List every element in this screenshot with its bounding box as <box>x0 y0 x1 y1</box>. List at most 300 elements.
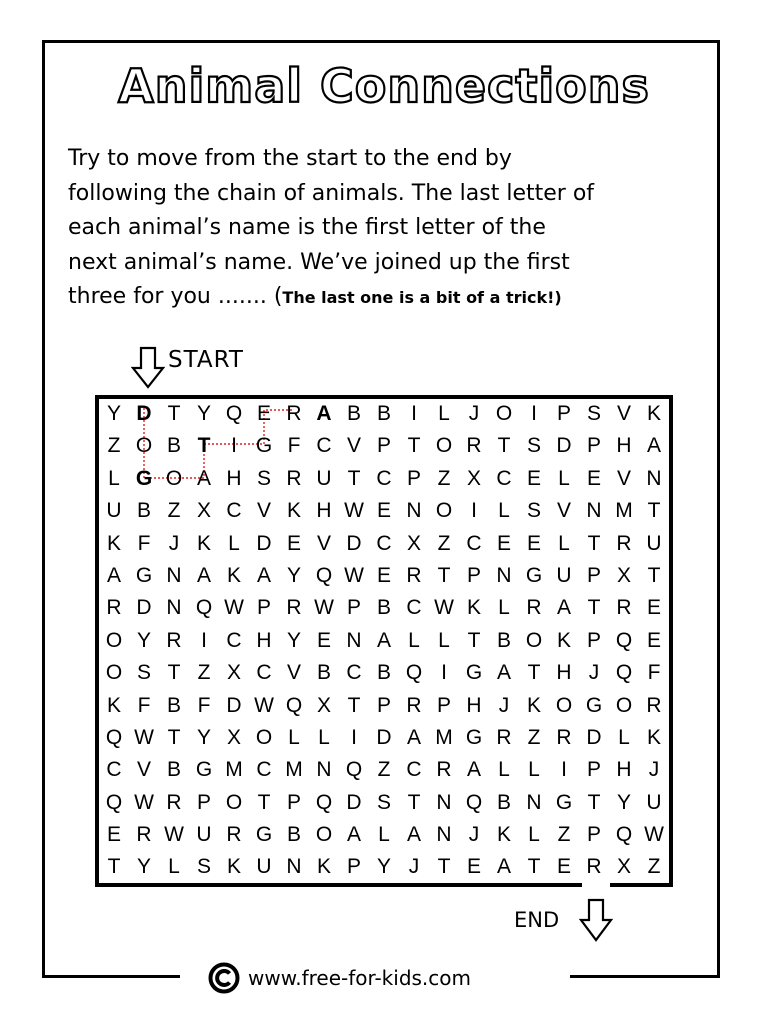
grid-cell[interactable]: R <box>166 628 182 652</box>
footer <box>208 962 471 994</box>
grid-cell[interactable]: S <box>376 790 391 814</box>
grid-cell[interactable]: A <box>316 402 332 425</box>
grid-cell[interactable]: P <box>346 596 361 620</box>
grid-cell[interactable]: L <box>438 402 450 425</box>
grid-cell[interactable]: Q <box>405 661 423 685</box>
grid-cell[interactable]: D <box>586 725 602 749</box>
grid-cell[interactable]: W <box>314 596 334 620</box>
grid-cell[interactable]: N <box>436 823 452 847</box>
grid-cell[interactable]: R <box>616 531 632 555</box>
grid-cell[interactable]: T <box>407 434 421 458</box>
grid-cell[interactable]: A <box>496 855 511 879</box>
grid-cell[interactable]: T <box>167 725 181 749</box>
grid-cell[interactable]: O <box>165 466 183 490</box>
grid-cell[interactable]: L <box>558 466 570 490</box>
grid-cell[interactable]: T <box>437 855 451 879</box>
grid-cell[interactable]: R <box>106 596 122 620</box>
grid-cell[interactable]: S <box>526 499 541 523</box>
grid-cell[interactable]: Q <box>315 563 333 587</box>
start-arrow-icon <box>130 346 166 394</box>
grid-cell[interactable]: T <box>347 693 361 717</box>
end-arrow-icon <box>578 898 614 948</box>
grid-cell[interactable]: K <box>196 531 211 555</box>
grid-cell[interactable]: T <box>467 628 481 652</box>
grid-cell[interactable]: L <box>168 855 180 879</box>
grid-cell[interactable]: W <box>224 596 244 620</box>
grid-cell[interactable]: U <box>196 823 212 847</box>
grid-cell[interactable]: B <box>376 402 391 425</box>
grid-cell[interactable]: B <box>166 758 181 782</box>
grid-cell[interactable]: A <box>376 628 391 652</box>
instruction-line: Try to move from the start to the end by <box>68 146 512 171</box>
grid-cell[interactable]: A <box>346 823 361 847</box>
grid-cell[interactable]: B <box>136 499 151 523</box>
grid-cell[interactable]: W <box>344 563 364 587</box>
grid-cell[interactable]: P <box>376 693 391 717</box>
grid-cell[interactable]: Q <box>105 790 123 814</box>
grid-cell[interactable]: Q <box>615 823 633 847</box>
grid-cell[interactable]: O <box>495 402 513 425</box>
grid-cell[interactable]: W <box>164 823 184 847</box>
grid-cell[interactable]: W <box>134 725 154 749</box>
grid-cell[interactable]: Q <box>105 725 123 749</box>
grid-cell[interactable]: O <box>225 790 243 814</box>
grid-cell[interactable]: Y <box>286 563 301 587</box>
grid-cell[interactable]: C <box>256 661 272 685</box>
grid-cell[interactable]: P <box>586 823 601 847</box>
grid-cell[interactable]: S <box>586 402 601 425</box>
grid-cell[interactable]: H <box>556 661 572 685</box>
grid-cell[interactable]: E <box>106 823 121 847</box>
grid-cell[interactable]: G <box>555 790 573 814</box>
grid-cell[interactable]: M <box>225 758 243 782</box>
grid-cell[interactable]: J <box>648 758 660 782</box>
grid-cell[interactable]: P <box>436 693 451 717</box>
grid-cell[interactable]: C <box>346 661 362 685</box>
trick-note-text: The last one is a bit of a trick!) <box>282 288 562 307</box>
grid-cell[interactable]: L <box>288 725 300 749</box>
grid-cell[interactable]: K <box>526 693 541 717</box>
grid-cell[interactable]: N <box>406 499 422 523</box>
grid-cell[interactable]: C <box>376 466 392 490</box>
grid-cell[interactable]: X <box>316 693 331 717</box>
grid-cell[interactable]: V <box>556 499 571 523</box>
grid-cell[interactable]: A <box>106 563 121 587</box>
grid-cell[interactable]: H <box>256 628 272 652</box>
grid-cell[interactable]: T <box>257 790 271 814</box>
grid-cell[interactable]: Q <box>315 790 333 814</box>
instruction-line: three for you ....... <box>68 284 274 309</box>
grid-cell[interactable]: N <box>646 466 662 490</box>
grid-cell[interactable]: N <box>316 758 332 782</box>
grid-cell[interactable]: O <box>135 434 153 458</box>
grid-cell[interactable]: D <box>556 434 572 458</box>
grid-cell[interactable]: N <box>496 563 512 587</box>
grid-cell[interactable]: G <box>195 758 213 782</box>
grid-cell[interactable]: T <box>587 790 601 814</box>
grid-cell[interactable]: G <box>255 434 273 458</box>
grid-cell[interactable]: B <box>316 661 331 685</box>
grid-cell[interactable]: K <box>226 855 241 879</box>
grid-cell[interactable]: D <box>346 790 362 814</box>
grid-cell[interactable]: C <box>406 596 422 620</box>
grid-cell[interactable]: U <box>256 855 272 879</box>
grid-cell[interactable]: A <box>646 434 661 458</box>
grid-cell[interactable]: T <box>527 855 541 879</box>
grid-cell[interactable]: P <box>556 402 571 425</box>
grid-cell[interactable]: Y <box>286 628 301 652</box>
grid-cell[interactable]: A <box>496 661 511 685</box>
grid-cell[interactable]: X <box>226 661 241 685</box>
grid-cell[interactable]: K <box>106 531 121 555</box>
grid-cell[interactable]: R <box>556 725 572 749</box>
grid-cell[interactable]: T <box>167 402 181 425</box>
grid-cell[interactable]: J <box>468 823 480 847</box>
grid-cell[interactable]: U <box>646 790 662 814</box>
grid-cell[interactable]: R <box>406 693 422 717</box>
grid-cell[interactable]: H <box>226 466 242 490</box>
grid-cell[interactable]: B <box>286 823 301 847</box>
grid-cell[interactable]: E <box>376 499 391 523</box>
grid-cell[interactable]: D <box>136 402 152 425</box>
grid-cell[interactable]: V <box>316 531 331 555</box>
grid-cell[interactable]: F <box>137 531 151 555</box>
grid-cell[interactable]: N <box>346 628 362 652</box>
instructions <box>68 142 708 316</box>
grid-cell[interactable]: P <box>586 563 601 587</box>
grid-cell[interactable]: K <box>286 499 301 523</box>
grid-cell[interactable]: P <box>406 466 421 490</box>
grid-cell[interactable]: I <box>231 434 237 458</box>
grid-cell[interactable]: R <box>466 434 482 458</box>
grid-cell[interactable]: K <box>556 628 571 652</box>
grid-cell[interactable]: L <box>528 758 540 782</box>
grid-cell[interactable]: W <box>134 790 154 814</box>
grid-cell[interactable]: E <box>526 466 541 490</box>
grid-cell[interactable]: L <box>438 628 450 652</box>
grid-cell[interactable]: G <box>135 563 153 587</box>
grid-cell[interactable]: Z <box>437 531 451 555</box>
grid-cell[interactable]: F <box>287 434 301 458</box>
grid-cell[interactable]: P <box>376 434 391 458</box>
grid-cell[interactable]: D <box>226 693 242 717</box>
grid-cell[interactable]: N <box>286 855 302 879</box>
grid-cell[interactable]: E <box>646 596 661 620</box>
grid-cell[interactable]: V <box>286 661 301 685</box>
grid-cell[interactable]: T <box>647 563 661 587</box>
grid-cell[interactable]: C <box>466 531 482 555</box>
grid-cell[interactable]: R <box>616 596 632 620</box>
grid-cell[interactable]: Z <box>647 855 661 879</box>
grid-cell[interactable]: E <box>556 855 571 879</box>
grid-cell[interactable]: L <box>378 823 390 847</box>
grid-cell[interactable]: N <box>436 790 452 814</box>
grid-cell[interactable]: Z <box>377 758 391 782</box>
grid-cell[interactable]: L <box>408 628 420 652</box>
grid-cell[interactable]: T <box>407 790 421 814</box>
grid-cell[interactable]: E <box>316 628 331 652</box>
grid-cell[interactable]: A <box>556 596 571 620</box>
grid-cell[interactable]: T <box>197 434 211 458</box>
grid-cell[interactable]: N <box>166 563 182 587</box>
grid-cell[interactable]: T <box>167 661 181 685</box>
grid-cell[interactable]: O <box>435 434 453 458</box>
grid-cell[interactable]: M <box>285 758 303 782</box>
grid-cell[interactable]: L <box>498 596 510 620</box>
grid-cell[interactable]: X <box>466 466 481 490</box>
grid-cell[interactable]: L <box>618 725 630 749</box>
grid-cell[interactable]: A <box>406 725 421 749</box>
grid-cell[interactable]: P <box>586 758 601 782</box>
grid-cell[interactable]: E <box>466 855 481 879</box>
grid-cell[interactable]: N <box>526 790 542 814</box>
letter-grid <box>99 398 669 884</box>
grid-cell[interactable]: W <box>434 596 454 620</box>
grid-cell[interactable]: M <box>615 499 633 523</box>
grid-cell[interactable]: E <box>646 628 661 652</box>
grid-cell[interactable]: N <box>586 499 602 523</box>
grid-cell[interactable]: O <box>435 499 453 523</box>
grid-cell[interactable]: Z <box>527 725 541 749</box>
footer-url[interactable]: www.free-for-kids.com <box>248 966 472 990</box>
grid-cell[interactable]: J <box>168 531 180 555</box>
grid-cell[interactable]: T <box>587 596 601 620</box>
grid-cell[interactable]: S <box>526 434 541 458</box>
grid-cell[interactable]: I <box>471 499 477 523</box>
grid-cell[interactable]: E <box>256 402 271 425</box>
grid-cell[interactable]: R <box>586 855 602 879</box>
grid-cell[interactable]: O <box>105 661 123 685</box>
grid-cell[interactable]: T <box>347 466 361 490</box>
grid-cell[interactable]: Z <box>107 434 121 458</box>
grid-cell[interactable]: R <box>166 790 182 814</box>
trick-note-paren: ( <box>273 284 283 309</box>
grid-cell[interactable]: S <box>136 661 151 685</box>
grid-cell[interactable]: B <box>496 790 511 814</box>
grid-cell[interactable]: E <box>286 531 301 555</box>
grid-cell[interactable]: U <box>316 466 332 490</box>
grid-cell[interactable]: A <box>406 823 421 847</box>
grid-cell[interactable]: O <box>615 693 633 717</box>
grid-cell[interactable]: G <box>465 661 483 685</box>
grid-cell[interactable]: H <box>616 434 632 458</box>
grid-cell[interactable]: C <box>496 466 512 490</box>
grid-cell[interactable]: D <box>256 531 272 555</box>
grid-cell[interactable]: L <box>318 725 330 749</box>
grid-cell[interactable]: C <box>376 531 392 555</box>
grid-cell[interactable]: C <box>316 434 332 458</box>
grid-cell[interactable]: U <box>646 531 662 555</box>
grid-cell[interactable]: H <box>616 758 632 782</box>
grid-cell[interactable]: I <box>351 725 357 749</box>
grid-cell[interactable]: Q <box>465 790 483 814</box>
grid-cell[interactable]: X <box>196 499 211 523</box>
grid-cell[interactable]: T <box>437 563 451 587</box>
grid-cell[interactable]: T <box>587 531 601 555</box>
grid-cell[interactable]: R <box>646 693 662 717</box>
grid-cell[interactable]: L <box>498 758 510 782</box>
grid-cell[interactable]: U <box>106 499 122 523</box>
grid-cell[interactable]: Z <box>197 661 211 685</box>
grid-cell[interactable]: T <box>527 661 541 685</box>
grid-cell[interactable]: Q <box>285 693 303 717</box>
grid-cell[interactable]: B <box>166 434 181 458</box>
grid-cell[interactable]: R <box>226 823 242 847</box>
grid-cell[interactable]: S <box>256 466 271 490</box>
grid-cell[interactable]: J <box>468 402 480 425</box>
grid-cell[interactable]: E <box>496 531 511 555</box>
grid-cell[interactable]: R <box>526 596 542 620</box>
grid-cell[interactable]: L <box>108 466 120 490</box>
grid-cell[interactable]: P <box>196 790 211 814</box>
grid-cell[interactable]: Z <box>167 499 181 523</box>
grid-cell[interactable]: P <box>466 563 481 587</box>
grid-cell[interactable]: M <box>435 725 453 749</box>
grid-cell[interactable]: G <box>465 725 483 749</box>
grid-cell[interactable]: A <box>466 758 481 782</box>
grid-cell[interactable]: V <box>616 402 631 425</box>
grid-cell[interactable]: O <box>555 693 573 717</box>
instruction-line: next animal’s name. We’ve joined up the first <box>68 249 570 275</box>
grid-cell[interactable]: J <box>498 693 510 717</box>
grid-cell[interactable]: W <box>254 693 274 717</box>
grid-cell[interactable]: T <box>647 499 661 523</box>
grid-cell[interactable]: K <box>646 725 661 749</box>
grid-cell[interactable]: T <box>107 855 121 879</box>
grid-cell[interactable]: X <box>226 725 241 749</box>
grid-cell[interactable]: I <box>411 402 417 425</box>
copyright-icon <box>208 962 240 994</box>
grid-cell[interactable]: Y <box>106 402 121 425</box>
grid-cell[interactable]: L <box>228 531 240 555</box>
grid-cell[interactable]: R <box>496 725 512 749</box>
grid-cell[interactable]: B <box>346 402 361 425</box>
grid-cell[interactable]: C <box>226 499 242 523</box>
grid-cell[interactable]: X <box>616 563 631 587</box>
grid-cell[interactable]: Z <box>437 466 451 490</box>
grid-cell[interactable]: P <box>586 628 601 652</box>
grid-cell[interactable]: W <box>644 823 664 847</box>
grid-cell[interactable]: F <box>197 693 211 717</box>
grid-cell[interactable]: A <box>196 466 211 490</box>
grid-cell[interactable]: K <box>646 402 661 425</box>
grid-cell[interactable]: L <box>528 823 540 847</box>
grid-cell[interactable]: J <box>408 855 420 879</box>
grid-cell[interactable]: R <box>286 402 302 425</box>
grid-cell[interactable]: K <box>316 855 331 879</box>
grid-cell[interactable]: Y <box>136 628 151 652</box>
grid-cell[interactable]: X <box>406 531 421 555</box>
end-label: END <box>514 908 560 932</box>
grid-cell[interactable]: O <box>525 628 543 652</box>
grid-cell[interactable]: G <box>255 823 273 847</box>
grid-cell[interactable]: R <box>406 563 422 587</box>
grid-cell[interactable]: D <box>376 725 392 749</box>
grid-cell[interactable]: V <box>256 499 271 523</box>
grid-cell[interactable]: Y <box>196 402 211 425</box>
grid-cell[interactable]: S <box>196 855 211 879</box>
grid-cell[interactable]: V <box>136 758 151 782</box>
grid-cell[interactable]: K <box>466 596 481 620</box>
grid-cell[interactable]: Q <box>615 628 633 652</box>
grid-cell[interactable]: G <box>135 466 153 490</box>
grid-cell[interactable]: C <box>256 758 272 782</box>
grid-cell[interactable]: F <box>647 661 661 685</box>
grid-cell[interactable]: B <box>376 596 391 620</box>
grid-cell[interactable]: Y <box>136 855 151 879</box>
grid-cell[interactable]: D <box>136 596 152 620</box>
grid-cell[interactable]: I <box>441 661 447 685</box>
grid-cell[interactable]: N <box>166 596 182 620</box>
grid-cell[interactable]: A <box>196 563 211 587</box>
grid-cell[interactable]: B <box>496 628 511 652</box>
grid-cell[interactable]: L <box>498 499 510 523</box>
grid-cell[interactable]: O <box>255 725 273 749</box>
grid-cell[interactable]: I <box>201 628 207 652</box>
grid-cell[interactable]: V <box>616 466 631 490</box>
grid-cell[interactable]: F <box>137 693 151 717</box>
grid-cell[interactable]: E <box>586 466 601 490</box>
grid-cell[interactable]: K <box>496 823 511 847</box>
grid-cell[interactable]: T <box>497 434 511 458</box>
grid-cell[interactable]: R <box>136 823 152 847</box>
grid-cell[interactable]: Y <box>376 855 391 879</box>
grid-cell[interactable]: P <box>256 596 271 620</box>
grid-cell[interactable]: Q <box>195 596 213 620</box>
grid-cell[interactable]: R <box>436 758 452 782</box>
grid-cell[interactable]: C <box>406 758 422 782</box>
grid-cell[interactable]: H <box>316 499 332 523</box>
grid-cell[interactable]: Y <box>196 725 211 749</box>
grid-cell[interactable]: E <box>526 531 541 555</box>
grid-cell[interactable]: R <box>286 596 302 620</box>
grid-cell[interactable]: B <box>376 661 391 685</box>
grid-cell[interactable]: G <box>525 563 543 587</box>
grid-cell[interactable]: V <box>346 434 361 458</box>
grid-cell[interactable]: I <box>531 402 537 425</box>
grid-cell[interactable]: D <box>346 531 362 555</box>
grid-cell[interactable]: Y <box>616 790 631 814</box>
grid-cell[interactable]: B <box>166 693 181 717</box>
grid-cell[interactable]: R <box>286 466 302 490</box>
grid-cell[interactable]: O <box>315 823 333 847</box>
grid-cell[interactable]: U <box>556 563 572 587</box>
grid-cell[interactable]: Q <box>345 758 363 782</box>
title <box>0 56 768 118</box>
grid-cell[interactable]: J <box>588 661 600 685</box>
trick-note <box>274 284 562 309</box>
grid-cell[interactable]: C <box>226 628 242 652</box>
grid-cell[interactable]: Q <box>225 402 243 425</box>
grid-cell[interactable]: K <box>226 563 241 587</box>
grid-cell[interactable]: K <box>106 693 121 717</box>
grid-cell[interactable]: P <box>586 434 601 458</box>
grid-cell[interactable]: P <box>346 855 361 879</box>
grid-cell[interactable]: A <box>256 563 271 587</box>
grid-cell[interactable]: X <box>616 855 631 879</box>
grid-cell[interactable]: E <box>376 563 391 587</box>
grid-cell[interactable]: P <box>286 790 301 814</box>
grid-cell[interactable]: Z <box>557 823 571 847</box>
grid-cell[interactable]: Q <box>615 661 633 685</box>
grid-cell[interactable]: G <box>585 693 603 717</box>
grid-cell[interactable]: L <box>558 531 570 555</box>
grid-cell[interactable]: O <box>105 628 123 652</box>
grid-cell[interactable]: C <box>106 758 122 782</box>
grid-cell[interactable]: I <box>561 758 567 782</box>
grid-cell[interactable]: H <box>466 693 482 717</box>
grid-cell[interactable]: W <box>344 499 364 523</box>
